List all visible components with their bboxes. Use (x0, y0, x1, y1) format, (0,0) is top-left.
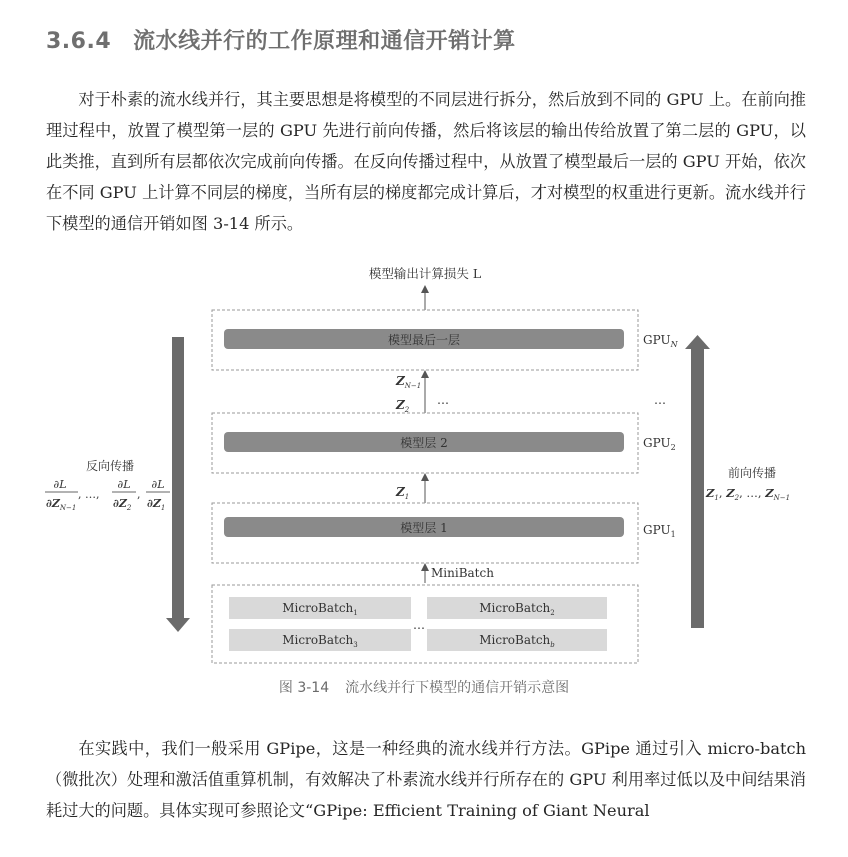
backward-arrow-head (166, 618, 190, 632)
minibatch-label: MiniBatch (431, 566, 494, 580)
caption-text: 流水线并行下模型的通信开销示意图 (345, 680, 570, 696)
mid-ellipsis: … (437, 393, 449, 407)
forward-arrow-shaft (691, 348, 704, 628)
caption-number: 图 3-14 (278, 680, 330, 696)
forward-arrow-head (685, 335, 710, 349)
section-number: 3.6.4 (46, 29, 112, 54)
pipeline-figure (0, 255, 848, 675)
intro-paragraph: 对于朴素的流水线并行，其主要思想是将模型的不同层进行拆分，然后放到不同的 GPU 上。在前向推理过程中，放置了模型第一层的 GPU 先进行前向传播，然后将该层的输出传给放置了第二层的 GPU，以此类推，直到所有层都依次完成前向传播。在反向传播过程中，从放置了模型最后一层的 GPU 开始，依次在不同 GPU 上计算不同层的梯度，当所有层的梯度都完成计算后，才对模型的权重进行更新。流水线并行下模型的通信开销如图 3-14 所示。 (46, 90, 806, 233)
gpu-ellipsis: … (654, 393, 666, 407)
svg-text:,: , (137, 488, 141, 501)
act-z2: $Z_2$ (396, 398, 410, 414)
forward-activations (705, 486, 790, 502)
svg-text:, …,: , …, (78, 488, 100, 501)
backward-arrow-shaft (172, 337, 184, 620)
svg-text:Z1, Z2, …, ZN−1: $Z_1$, $Z_2$, …, $Z_{N-1}$ (706, 486, 791, 502)
svg-text:∂Z1: $\partial Z_1$ (147, 497, 166, 512)
svg-text:∂L: ∂L (117, 478, 131, 491)
svg-text:∂L: ∂L (151, 478, 165, 491)
microbatch-2-label: MicroBatch$_2$ (479, 601, 555, 617)
microbatch-ellipsis: … (413, 618, 425, 632)
backward-title: 反向传播 (85, 459, 135, 473)
microbatch-b-label: MicroBatch$_b$ (479, 633, 555, 649)
svg-text:∂L: ∂L (53, 478, 67, 491)
microbatch-3-label: MicroBatch$_3$ (282, 633, 358, 649)
section-title: 流水线并行的工作原理和通信开销计算 (133, 29, 516, 54)
layer1-label: 模型层 1 (400, 521, 448, 535)
svg-text:∂Z2: $\partial Z_2$ (113, 497, 132, 512)
section-heading (46, 24, 806, 55)
gpu-n-label: $GPU_N$ (643, 333, 678, 349)
gpu-2-label: $GPU_2$ (643, 436, 676, 452)
gpu-1-label: $GPU_1$ (643, 523, 676, 539)
act-zn1: $Z_{N-1}$ (396, 374, 422, 390)
layer2-label: 模型层 2 (400, 436, 448, 450)
forward-title: 前向传播 (727, 466, 777, 480)
backward-gradients (45, 478, 170, 512)
microbatch-1-label: MicroBatch$_1$ (282, 601, 358, 617)
last-layer-label: 模型最后一层 (387, 333, 461, 347)
figure-caption (0, 677, 848, 697)
loss-label: 模型输出计算损失 L (368, 266, 482, 281)
practice-paragraph: 在实践中，我们一般采用 GPipe，这是一种经典的流水线并行方法。GPipe 通过引入 micro-batch（微批次）处理和激活值重算机制，有效解决了朴素流水线并行所存在的 GPU 利用率过低以及中间结果消耗过大的问题。具体实现可参照论文“GPipe: Efficient Training of Giant Neural (46, 739, 806, 820)
microbatch-box (212, 585, 638, 663)
act-z1: $Z_1$ (396, 485, 410, 501)
svg-text:∂ZN−1: $\partial Z_{N-1}$ (46, 497, 77, 512)
